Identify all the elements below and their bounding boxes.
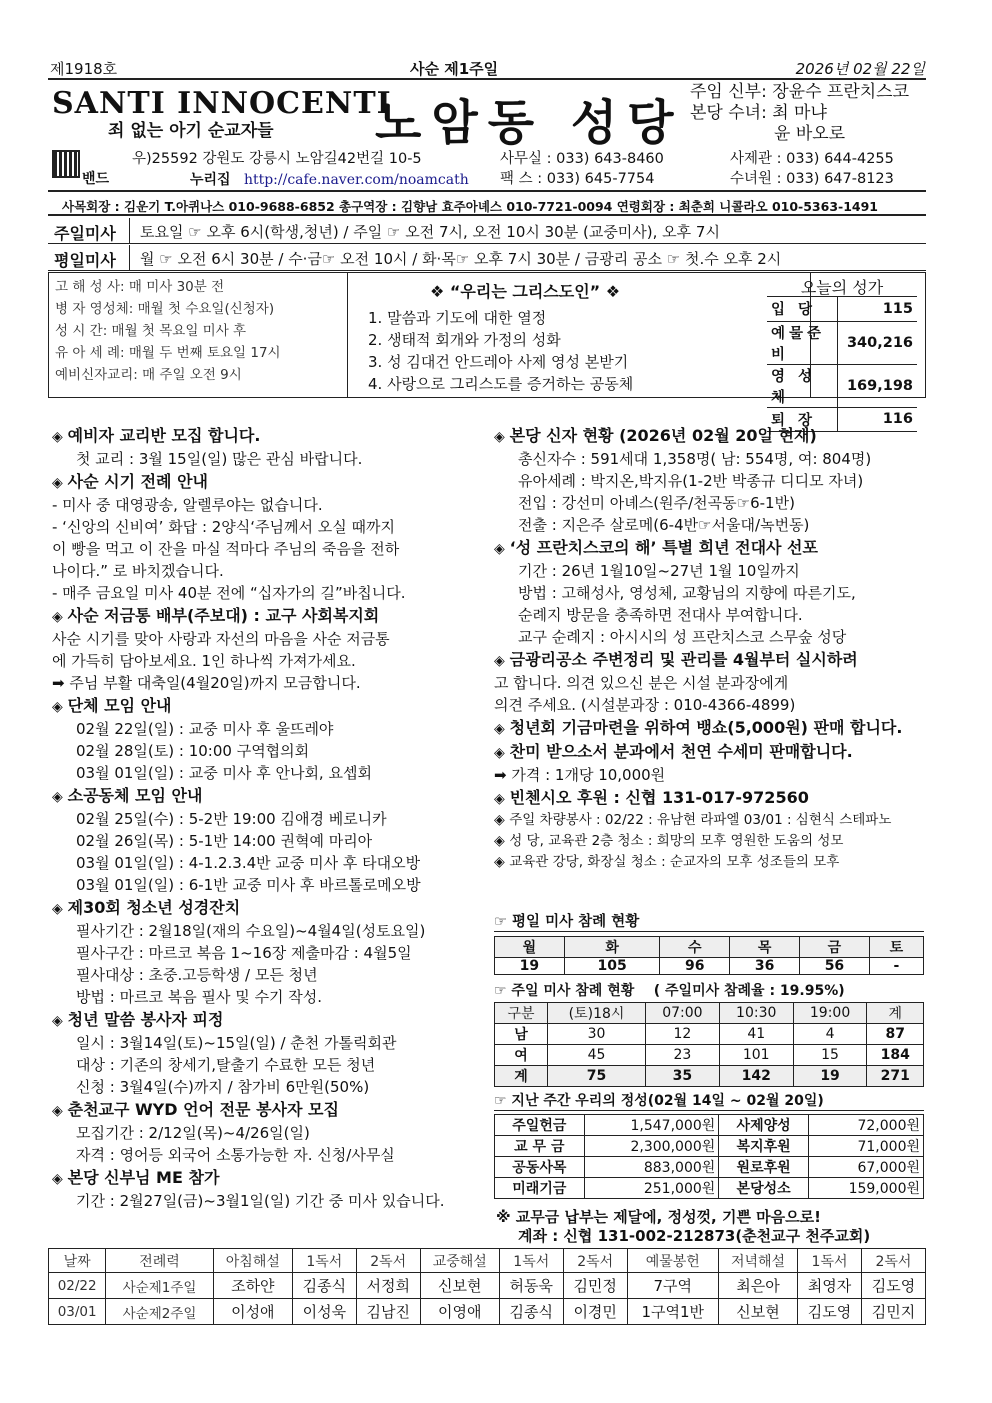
- offering-cell: 1,547,000원: [584, 1115, 719, 1136]
- duty-cell: 2독서: [563, 1249, 627, 1273]
- duty-cell: 전례력: [106, 1249, 213, 1273]
- duty-cell: 김민지: [861, 1299, 925, 1325]
- sacrament-line: 성 시 간: 매월 첫 목요일 미사 후: [55, 323, 247, 339]
- sacrament-line: 예비신자교리: 매 주일 오전 9시: [55, 367, 242, 383]
- left-notice-line: 에 가득히 담아보세요. 1인 하나씩 가져가세요.: [52, 652, 356, 670]
- duty-cell: 이성애: [213, 1299, 292, 1325]
- dues-account: 계좌 : 신협 131-002-212873(춘천교구 천주교회): [518, 1227, 871, 1245]
- church-name: 노암동 성당: [375, 95, 684, 151]
- sunday-cell: 19: [793, 1066, 867, 1087]
- left-notice-heading: ◈ 예비자 교리반 모집 합니다.: [52, 425, 492, 448]
- homepage-label: 누리집: [190, 172, 231, 188]
- pastor: 주임 신부: 장윤수 프란치스코: [690, 82, 910, 102]
- offering-cell: 67,000원: [808, 1157, 923, 1178]
- weekday-cell: 금: [800, 937, 870, 958]
- right-notice-line: 전입 : 강선미 아녜스(원주/천곡동☞6-1반): [518, 494, 795, 512]
- sunday-cell: 35: [645, 1066, 719, 1087]
- weekday-mass-times: 월 ☞ 오전 6시 30분 / 수·금☞ 오전 10시 / 화·목☞ 오후 7시 30분 / 금광리 공소 ☞ 첫.수 오후 2시: [140, 250, 782, 268]
- offering-cell: 2,300,000원: [584, 1136, 719, 1157]
- left-notice-line: 일시 : 3월14일(토)~15일(일) / 춘천 가톨릭회관: [76, 1034, 397, 1052]
- sunday-cell: 41: [719, 1024, 793, 1045]
- weekday-cell: -: [869, 958, 923, 975]
- right-notice-heading: ◈ 본당 신자 현황 (2026년 02월 20일 현재): [494, 425, 924, 448]
- hymn-key: 영 성 체: [767, 364, 837, 407]
- hymn-box: [767, 275, 917, 432]
- left-notice-line: 사순 시기를 맞아 사랑과 자선의 마음을 사순 저금통: [52, 630, 390, 648]
- sunday-mass-row: [48, 218, 926, 244]
- band-label[interactable]: 밴드: [82, 171, 110, 187]
- offering-table: [494, 1114, 924, 1199]
- right-notice-line: 총신자수 : 591세대 1,358명( 남: 554명, 여: 804명): [518, 450, 872, 468]
- office-phone: 사무실 : 033) 643-8460: [500, 151, 664, 167]
- offering-cell: 본당성소: [719, 1178, 809, 1199]
- homepage-link[interactable]: http://cafe.naver.com/noamcath: [243, 172, 469, 188]
- left-notice-heading: ◈ 청년 말씀 봉사자 피정: [52, 1009, 492, 1032]
- sunday-title-text: ☞ 주일 미사 참례 현황: [494, 983, 635, 999]
- offering-cell: 사제양성: [719, 1115, 809, 1136]
- offering-cell: 883,000원: [584, 1157, 719, 1178]
- issue-date: 2026년 02월 22일: [795, 60, 925, 78]
- sunday-cell: 101: [719, 1045, 793, 1066]
- right-notice-heading: ◈ ‘성 프란치스코의 해’ 특별 희년 전대사 선포: [494, 537, 924, 560]
- dues-notice-line: ※ 교무금 납부는 제달에, 정성껏, 기쁜 마음으로!: [496, 1208, 821, 1226]
- right-notice-heading: ◈ 빈첸시오 후원 : 신협 131-017-972560: [494, 787, 924, 810]
- duty-cell: 김종식: [499, 1299, 563, 1325]
- offering-cell: 공동사목: [495, 1157, 585, 1178]
- sunday-cell: 184: [867, 1045, 924, 1066]
- sunday-attendance: [494, 980, 924, 1087]
- motto-item: 2. 생태적 회개와 가정의 성화: [368, 331, 561, 349]
- left-notice-line: 02월 22일(일) : 교중 미사 후 울뜨레야: [76, 720, 334, 738]
- sunday-cell: 4: [793, 1024, 867, 1045]
- left-notice-line: 모집기간 : 2/12일(목)~4/26일(일): [76, 1124, 310, 1142]
- left-notice-line: 필사기간 : 2월18일(재의 수요일)~4월4일(성토요일): [76, 922, 426, 940]
- motto-item: 4. 사랑으로 그리스도를 증거하는 공동체: [368, 375, 634, 393]
- right-column: [494, 424, 924, 873]
- sunday-cell: 계: [495, 1066, 548, 1087]
- motto-title: ❖ “우리는 그리스도인” ❖: [430, 282, 621, 301]
- sunday-table: [494, 1002, 924, 1087]
- left-notice-line: 방법 : 마르코 복음 필사 및 수기 작성.: [76, 988, 323, 1006]
- duty-cell: 아침해설: [213, 1249, 292, 1273]
- weekday-cell: 105: [564, 958, 660, 975]
- sunday-cell: 계: [867, 1003, 924, 1024]
- right-notice-line: ◈ 교육관 강당, 화장실 청소 : 순교자의 모후 성조들의 모후: [494, 852, 924, 873]
- sunday-cell: 87: [867, 1024, 924, 1045]
- duty-cell: 이경민: [563, 1299, 627, 1325]
- contact-office: [500, 149, 664, 189]
- logo-text: SANTI INNOCENTI: [52, 86, 392, 121]
- weekday-cell: 96: [660, 958, 730, 975]
- hymn-value: 115: [837, 297, 917, 321]
- liturgical-week: 사순 제1주일: [410, 60, 499, 78]
- left-notice-heading: ◈ 사순 저금통 배부(주보대) : 교구 사회복지회: [52, 605, 492, 628]
- weekday-cell: 수: [660, 937, 730, 958]
- offering-cell: 72,000원: [808, 1115, 923, 1136]
- left-notice-line: 기간 : 2월27일(금)~3월1일(일) 기간 중 미사 있습니다.: [76, 1192, 445, 1210]
- sister-2: 윤 바오로: [774, 124, 846, 144]
- right-notice-line: ◈ 성 당, 교육관 2층 청소 : 희망의 모후 영원한 도움의 성모: [494, 831, 924, 852]
- duty-cell: 02/22: [49, 1273, 106, 1299]
- sister-1: 본당 수녀: 최 마냐: [690, 103, 827, 123]
- logo-subtitle: 죄 없는 아기 순교자들: [108, 121, 274, 141]
- left-notice-line: - 미사 중 대영광송, 알렐루야는 없습니다.: [52, 496, 323, 514]
- duty-table: [48, 1248, 926, 1325]
- left-notice-line: 03월 01일(일) : 4-1.2.3.4반 교중 미사 후 타대오방: [76, 854, 421, 872]
- right-notice-line: ◈ 주일 차량봉사 : 02/22 : 유남현 라파엘 03/01 : 심현식 스테파노: [494, 810, 924, 831]
- duty-cell: 2독서: [861, 1249, 925, 1273]
- left-notice-line: 02월 25일(수) : 5-2반 19:00 김애경 베로니카: [76, 810, 387, 828]
- left-notice-line: 필사대상 : 초중.고등학생 / 모든 청년: [76, 966, 318, 984]
- sunday-mass-label: 주일미사: [48, 218, 130, 243]
- right-notice-line: 기간 : 26년 1월10일~27년 1월 10일까지: [518, 562, 800, 580]
- motto-list: [368, 307, 633, 395]
- sunday-cell: 구분: [495, 1003, 548, 1024]
- duty-cell: 1독서: [499, 1249, 563, 1273]
- weekday-cell: 36: [730, 958, 800, 975]
- duty-cell: 최은아: [718, 1273, 797, 1299]
- duty-cell: 김종식: [292, 1273, 356, 1299]
- hymn-key: 예물준비: [767, 321, 837, 364]
- duty-cell: 사순제1주일: [106, 1273, 213, 1299]
- info-box: [48, 272, 926, 429]
- left-notice-heading: ◈ 사순 시기 전례 안내: [52, 471, 492, 494]
- left-column: [52, 424, 492, 1212]
- officers-bar: 사목회장 : 김운기 T.아퀴나스 010-9688-6852 총구역장 : 김향남 효주아녜스 010-7721-0094 연령회장 : 최춘희 니콜라오 010-5363-1491: [48, 190, 926, 216]
- sunday-cell: 07:00: [645, 1003, 719, 1024]
- duty-cell: 신보현: [420, 1273, 499, 1299]
- offering-cell: 교 무 금: [495, 1136, 585, 1157]
- sunday-cell: 75: [548, 1066, 646, 1087]
- sunday-cell: (토)18시: [548, 1003, 646, 1024]
- offering-section: [494, 1090, 924, 1199]
- right-notice-line: 고 합니다. 의견 있으신 분은 시설 분과장에게: [494, 674, 789, 692]
- sunday-cell: 남: [495, 1024, 548, 1045]
- duty-cell: 2독서: [356, 1249, 420, 1273]
- duty-cell: 사순제2주일: [106, 1299, 213, 1325]
- weekday-attendance: [494, 910, 924, 975]
- weekday-cell: 19: [495, 958, 565, 975]
- offering-cell: 미래기금: [495, 1178, 585, 1199]
- offering-cell: 복지후원: [719, 1136, 809, 1157]
- offering-cell: 159,000원: [808, 1178, 923, 1199]
- right-notice-heading: ◈ 청년회 기금마련을 위하여 뱅쇼(5,000원) 판매 합니다.: [494, 717, 924, 740]
- sunday-cell: 30: [548, 1024, 646, 1045]
- weekday-attendance-title: ☞ 평일 미사 참례 현황: [494, 910, 924, 932]
- sacrament-schedule: [55, 276, 281, 386]
- duty-cell: 조하얀: [213, 1273, 292, 1299]
- sunday-cell: 45: [548, 1045, 646, 1066]
- issue-number: 제1918호: [50, 60, 118, 78]
- sunday-cell: 142: [719, 1066, 793, 1087]
- left-notice-line: 02월 26일(목) : 5-1반 14:00 권혁예 마리아: [76, 832, 373, 850]
- right-notice-line: 유아세례 : 박지온,박지유(1-2반 박종규 디디모 자녀): [518, 472, 864, 490]
- left-notice-line: 신청 : 3월4일(수)까지 / 참가비 6만원(50%): [76, 1078, 370, 1096]
- sacrament-line: 유 아 세 례: 매월 두 번째 토요일 17시: [55, 345, 281, 361]
- left-notice-line: - 매주 금요일 미사 40분 전에 “십자가의 길”바칩니다.: [52, 584, 406, 602]
- duty-cell: 7구역: [627, 1273, 718, 1299]
- left-notice-heading: ◈ 소공동체 모임 안내: [52, 785, 492, 808]
- sunday-cell: 271: [867, 1066, 924, 1087]
- right-notice-heading: ◈ 금광리공소 주변정리 및 관리를 4월부터 실시하려: [494, 649, 924, 672]
- weekday-table: [494, 936, 924, 975]
- homepage: [190, 169, 469, 189]
- left-notice-line: 02월 28일(토) : 10:00 구역협의회: [76, 742, 310, 760]
- duty-cell: 1구역1반: [627, 1299, 718, 1325]
- sunday-rate: ( 주일미사 참례율 : 19.95%): [653, 983, 845, 999]
- weekday-cell: 목: [730, 937, 800, 958]
- right-notice-heading: ◈ 찬미 받으소서 분과에서 천연 수세미 판매합니다.: [494, 741, 924, 764]
- left-notice-line: 03월 01일(일) : 6-1반 교중 미사 후 바르톨로메오방: [76, 876, 421, 894]
- duty-cell: 허동욱: [499, 1273, 563, 1299]
- weekday-cell: 월: [495, 937, 565, 958]
- right-notice-line: 순례지 방문을 충족하면 전대사 부여합니다.: [518, 606, 803, 624]
- hymn-key: 퇴 장: [767, 407, 837, 431]
- left-notice-heading: ◈ 춘천교구 WYD 언어 전문 봉사자 모집: [52, 1099, 492, 1122]
- hymn-title: 오늘의 성가: [767, 275, 917, 297]
- left-notice-heading: ◈ 단체 모임 안내: [52, 695, 492, 718]
- fax-number: 팩 스 : 033) 645-7754: [500, 171, 655, 187]
- dues-notice: [496, 1208, 870, 1246]
- right-notice-line: 교구 순례지 : 아시시의 성 프란치스코 스무숲 성당: [518, 628, 847, 646]
- offering-cell: 251,000원: [584, 1178, 719, 1199]
- duty-cell: 최영자: [798, 1273, 862, 1299]
- left-notice-line: ➡ 주님 부활 대축일(4월20일)까지 모금합니다.: [52, 674, 361, 692]
- left-notice-heading: ◈ 본당 신부님 ME 참가: [52, 1167, 492, 1190]
- duty-cell: 이성욱: [292, 1299, 356, 1325]
- duty-cell: 날짜: [49, 1249, 106, 1273]
- duty-cell: 이영애: [420, 1299, 499, 1325]
- sacrament-line: 병 자 영성체: 매월 첫 수요일(신청자): [55, 301, 275, 317]
- duty-cell: 신보현: [718, 1299, 797, 1325]
- duty-cell: 03/01: [49, 1299, 106, 1325]
- duty-cell: 교중해설: [420, 1249, 499, 1273]
- address: 우)25592 강원도 강릉시 노암길42번길 10-5: [132, 151, 422, 167]
- motto-item: 1. 말씀과 기도에 대한 열정: [368, 309, 547, 327]
- left-notice-line: 필사구간 : 마르코 복음 1~16장 제출마감 : 4월5일: [76, 944, 412, 962]
- left-notice-line: 이 빵을 먹고 이 잔을 마실 적마다 주님의 죽음을 전하: [52, 540, 400, 558]
- duty-cell: 1독서: [292, 1249, 356, 1273]
- motto-box: [347, 273, 811, 397]
- weekday-mass-row: [48, 245, 926, 271]
- duty-cell: 김도영: [861, 1273, 925, 1299]
- duty-cell: 저녁해설: [718, 1249, 797, 1273]
- qr-code-icon: [52, 150, 80, 178]
- weekday-cell: 화: [564, 937, 660, 958]
- staff-list: [690, 82, 909, 145]
- hymn-table: [767, 297, 917, 432]
- left-notice-line: 대상 : 기존의 창세기,탈출기 수료한 모든 청년: [76, 1056, 376, 1074]
- left-notice-line: 나이다.” 로 바치겠습니다.: [52, 562, 224, 580]
- sunday-mass-times: 토요일 ☞ 오후 6시(학생,청년) / 주일 ☞ 오전 7시, 오전 10시 30분 (교중미사), 오후 7시: [140, 223, 720, 241]
- duty-cell: 김민정: [563, 1273, 627, 1299]
- duty-cell: 서정희: [356, 1273, 420, 1299]
- hymn-value: 116: [837, 407, 917, 431]
- weekday-mass-label: 평일미사: [48, 245, 130, 270]
- contact-rectory: [730, 149, 894, 189]
- top-rule: [48, 78, 926, 80]
- duty-cell: 1독서: [798, 1249, 862, 1273]
- sunday-attendance-title: [494, 980, 924, 1000]
- sunday-cell: 23: [645, 1045, 719, 1066]
- left-notice-line: - ‘신앙의 신비여’ 화답 : 2양식‘주님께서 오실 때까지: [52, 518, 396, 536]
- motto-item: 3. 성 김대건 안드레아 사제 영성 본받기: [368, 353, 629, 371]
- right-notice-line: ➡ 가격 : 1개당 10,000원: [494, 766, 666, 784]
- right-notice-line: 방법 : 고해성사, 영성체, 교황님의 지향에 따른기도,: [518, 584, 856, 602]
- hymn-value: 340,216: [837, 321, 917, 364]
- duty-cell: 김남진: [356, 1299, 420, 1325]
- rectory-phone: 사제관 : 033) 644-4255: [730, 151, 894, 167]
- offering-cell: 71,000원: [808, 1136, 923, 1157]
- left-notice-line: 첫 교리 : 3월 15일(일) 많은 관심 바랍니다.: [76, 450, 363, 468]
- hymn-key: 입 당: [767, 297, 837, 321]
- sacrament-line: 고 해 성 사: 매 미사 30분 전: [55, 279, 225, 295]
- sunday-cell: 12: [645, 1024, 719, 1045]
- sunday-cell: 여: [495, 1045, 548, 1066]
- duty-cell: 예물봉헌: [627, 1249, 718, 1273]
- sunday-cell: 15: [793, 1045, 867, 1066]
- convent-phone: 수녀원 : 033) 647-8123: [730, 171, 894, 187]
- duty-cell: 김도영: [798, 1299, 862, 1325]
- left-notice-line: 03월 01일(일) : 교중 미사 후 안나회, 요셉회: [76, 764, 372, 782]
- weekday-cell: 토: [869, 937, 923, 958]
- right-notice-line: 의견 주세요. (시설분과장 : 010-4366-4899): [494, 696, 796, 714]
- hymn-value: 169,198: [837, 364, 917, 407]
- sunday-cell: 19:00: [793, 1003, 867, 1024]
- left-notice-heading: ◈ 제30회 청소년 성경잔치: [52, 897, 492, 920]
- sunday-cell: 10:30: [719, 1003, 793, 1024]
- offering-cell: 원로후원: [719, 1157, 809, 1178]
- offering-title: ☞ 지난 주간 우리의 정성(02월 14일 ~ 02월 20일): [494, 1090, 924, 1111]
- left-notice-line: 자격 : 영어등 외국어 소통가능한 자. 신청/사무실: [76, 1146, 395, 1164]
- right-notice-line: 전출 : 지은주 살로메(6-4반☞서울대/녹번동): [518, 516, 810, 534]
- offering-cell: 주일헌금: [495, 1115, 585, 1136]
- weekday-cell: 56: [800, 958, 870, 975]
